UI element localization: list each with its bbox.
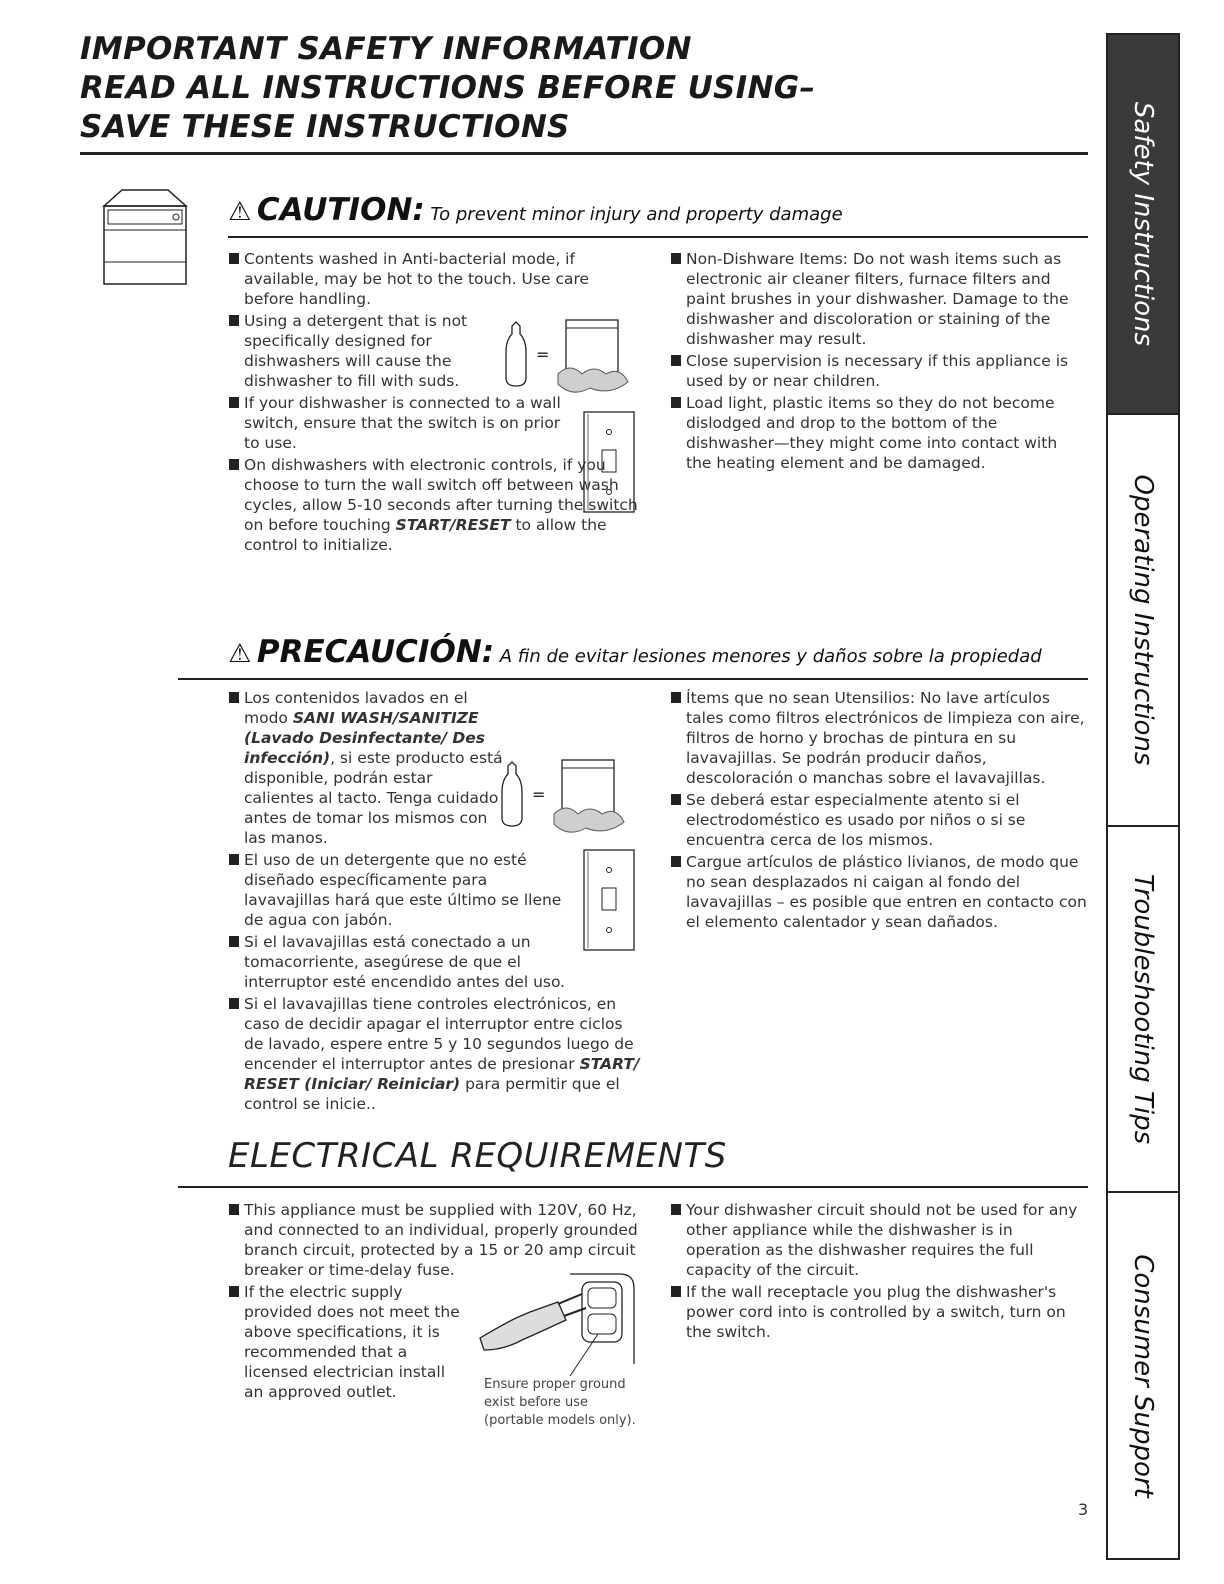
list-item [228,455,638,555]
section-tabs [1106,33,1180,1560]
caution-subtitle: To prevent minor injury and property damage [430,204,843,225]
plug-caption: Ensure proper ground exist before use (portable models only). [484,1377,636,1428]
wall-switch-illustration [582,410,636,514]
list-item: Your dishwasher circuit should not be used for any other appliance while the dishwasher is in operation as the dishwasher requires the full capacity of the circuit. [670,1200,1090,1280]
caution-item4-tail: to allow the control to initialize. [244,516,607,554]
svg-text:=: = [536,345,550,364]
wall-switch-illustration [582,848,636,952]
title-line-1: IMPORTANT SAFETY INFORMATION [80,31,692,67]
precaucion-rule [178,678,1088,680]
warning-triangle-icon: ⚠ [228,639,252,669]
list-item: If the wall receptacle you plug the dishwasher's power cord into is controlled by a switch, turn on the switch. [670,1282,1090,1342]
header-rule [80,152,1088,155]
caution-right-column [670,249,1080,473]
list-item: Non-Dishware Items: Do not wash items such as electronic air cleaner filters, furnace filters and paint brushes in your dishwasher. Damage to the dishwasher and discoloration or staining of the dishwasher may result. [670,249,1080,349]
caution-left-column [228,249,638,555]
start-reset-es-label: START/ RESET (Iniciar/ Reiniciar) [244,1055,640,1093]
list-item: Cargue artículos de plástico livianos, de modo que no sean desplazados ni caigan al fondo del lavavajillas – es posible que entren en contacto con el elemento calentador y sean dañados. [670,852,1088,932]
caution-heading [228,192,843,228]
grounded-plug-outlet-illustration [470,1268,640,1378]
precaucion-item1-text: Los contenidos lavados en el modo [244,689,468,727]
precaucion-item4-text: Si el lavavajillas tiene controles electrónicos, en caso de decidir apagar el interruptor entre ciclos de lavado, espere entre 5 y 10 segundos luego de encender el interruptor antes de presionar [244,995,634,1073]
tab-label: Troubleshooting Tips [1128,873,1158,1145]
list-item: Contents washed in Anti-bacterial mode, if available, may be hot to the touch. Use care before handling. [228,249,638,309]
list-item: If the electric supply provided does not meet the above specifications, it is recommended that a licensed electrician install an approved outlet. [228,1282,469,1402]
tab-safety-instructions[interactable] [1108,35,1178,415]
list-item: Close supervision is necessary if this appliance is used by or near children. [670,351,1080,391]
detergent-suds-illustration [496,752,631,840]
electrical-rule [178,1186,1088,1188]
list-item: Se deberá estar especialmente atento si el electrodoméstico es usado por niños o si se encuentra cerca de los mismos. [670,790,1088,850]
start-reset-label: START/RESET [395,516,511,534]
electrical-right-column [670,1200,1090,1342]
precaucion-subtitle: A fin de evitar lesiones menores y daños sobre la propiedad [499,646,1042,667]
precaucion-right-column [670,688,1088,932]
precaucion-heading [228,634,1042,670]
tab-operating-instructions[interactable] [1108,415,1178,827]
tab-consumer-support[interactable] [1108,1193,1178,1558]
precaucion-item1-tail: , si este producto está disponible, podrán estar calientes al tacto. Tenga cuidado antes de tomar los mismos con las manos. [244,749,503,847]
precaucion-title: PRECAUCIÓN: [256,634,495,670]
caution-title: CAUTION: [256,192,425,228]
list-item: El uso de un detergente que no esté diseñado específicamente para lavavajillas hará que este último se llene de agua con jabón. [228,850,564,930]
page-title [80,30,815,147]
list-item [228,994,646,1114]
svg-text:=: = [532,785,546,804]
warning-triangle-icon: ⚠ [228,197,252,227]
list-item: This appliance must be supplied with 120V, 60 Hz, and connected to an individual, properly grounded branch circuit, protected by a 15 or 20 amp circuit breaker or time-delay fuse. [228,1200,648,1280]
electrical-heading: ELECTRICAL REQUIREMENTS [228,1136,727,1176]
list-item: Si el lavavajillas está conectado a un tomacorriente, asegúrese de que el interruptor esté encendido antes del uso. [228,932,584,992]
list-item: If your dishwasher is connected to a wall switch, ensure that the switch is on prior to use. [228,393,574,453]
list-item: Using a detergent that is not specifically designed for dishwashers will cause the dishwasher to fill with suds. [228,311,484,391]
list-item: Ítems que no sean Utensilios: No lave artículos tales como filtros electrónicos de limpieza con aire, filtros de horno y brochas de pintura en su lavavajillas. Se podrán producir daños, descoloración o manchas sobre el lavavajillas. [670,688,1088,788]
tab-troubleshooting-tips[interactable] [1108,827,1178,1193]
dishwasher-icon [100,188,190,288]
tab-label: Safety Instructions [1128,101,1158,347]
title-line-3: SAVE THESE INSTRUCTIONS [80,109,570,145]
list-item [228,688,504,848]
tab-label: Operating Instructions [1128,474,1158,766]
caution-item4-text: On dishwashers with electronic controls, if you choose to turn the wall switch off between wash cycles, allow 5-10 seconds after turning the switch on before touching [244,456,638,534]
sani-wash-label: SANI WASH/SANITIZE (Lavado Desinfectante/ Des infección) [244,709,486,767]
page-number: 3 [1078,1500,1089,1519]
title-line-2: READ ALL INSTRUCTIONS BEFORE USING– [80,70,816,106]
list-item: Load light, plastic items so they do not become dislodged and drop to the bottom of the dishwasher—they might come into contact with the heating element and be damaged. [670,393,1080,473]
tab-label: Consumer Support [1128,1253,1158,1498]
caution-rule [228,236,1088,238]
detergent-suds-illustration [500,312,635,400]
precaucion-item4-tail: para permitir que el control se inicie.. [244,1075,620,1113]
